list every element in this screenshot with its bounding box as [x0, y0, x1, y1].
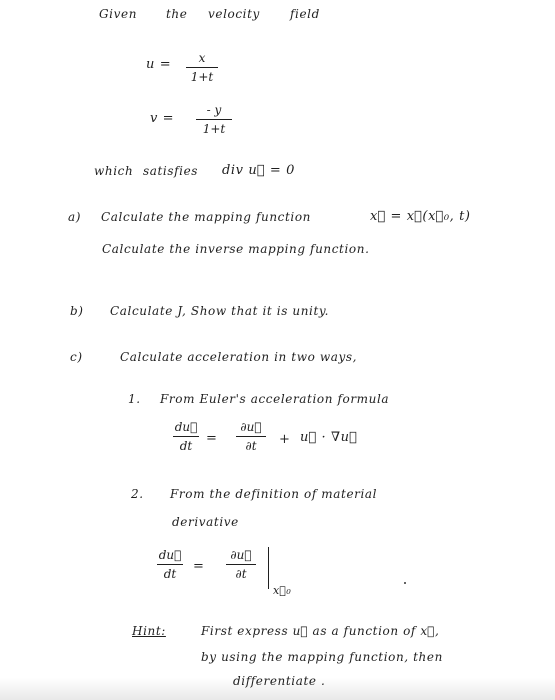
part-a-line2: Calculate the inverse mapping function. [102, 242, 370, 256]
evaluation-subscript: x⃗₀ [273, 584, 292, 597]
euler-convective-term: u⃗ · ∇u⃗ [300, 430, 358, 445]
material-rhs-denominator: ∂t [235, 567, 247, 581]
part-a-line1: Calculate the mapping function [101, 210, 312, 224]
item1-text: From Euler's acceleration formula [160, 392, 390, 406]
fraction-bar [236, 436, 266, 437]
part-c-label: c) [70, 350, 83, 364]
euler-rhs-denominator: ∂t [245, 439, 257, 453]
word-the: the [166, 7, 188, 21]
hint-line3: differentiate . [233, 674, 326, 688]
eq-u-fraction [186, 52, 218, 83]
eq-u-numerator: x [198, 51, 206, 65]
euler-equals: = [206, 431, 218, 446]
fraction-bar [157, 564, 183, 565]
part-b-text: Calculate J, Show that it is unity. [110, 304, 330, 318]
part-b-label: b) [70, 304, 84, 318]
euler-rhs-numerator: ∂u⃗ [240, 420, 262, 434]
stray-mark [404, 582, 406, 584]
eq-u-lhs: u = [146, 57, 172, 72]
material-lhs-denominator: dt [163, 567, 177, 581]
word-field: field [290, 7, 320, 21]
div-expression: div u⃗ = 0 [222, 163, 295, 178]
word-given: Given [99, 7, 138, 21]
hint-line2: by using the mapping function, then [201, 650, 443, 664]
material-equals: = [193, 559, 205, 574]
material-rhs-fraction [226, 549, 256, 580]
word-which: which [94, 164, 134, 178]
item2-number: 2. [131, 487, 144, 501]
fraction-bar [226, 564, 256, 565]
eq-u-denominator: 1+t [190, 70, 214, 84]
mapping-expression: x⃗ = x⃗(x⃗₀, t) [370, 209, 471, 224]
part-a-label: a) [68, 210, 82, 224]
hint-line1: First express u⃗ as a function of x⃗, [201, 624, 440, 638]
eq-v-denominator: 1+t [202, 122, 226, 136]
euler-rhs-fraction [236, 421, 266, 452]
material-lhs-fraction [157, 549, 183, 580]
word-satisfies: satisfies [143, 164, 199, 178]
euler-lhs-fraction [173, 421, 199, 452]
euler-lhs-numerator: du⃗ [174, 420, 198, 434]
euler-lhs-denominator: dt [179, 439, 193, 453]
fraction-bar [196, 119, 232, 120]
fraction-bar [186, 67, 218, 68]
evaluation-bar [268, 547, 269, 589]
eq-v-lhs: v = [150, 111, 175, 126]
eq-v-fraction [196, 104, 232, 135]
eq-v-numerator: - y [206, 103, 222, 117]
item2-text: From the definition of material [170, 487, 378, 501]
euler-plus: + [279, 432, 291, 447]
part-c-text: Calculate acceleration in two ways, [120, 350, 357, 364]
hint-label: Hint: [132, 624, 166, 638]
item2-text-continued: derivative [172, 515, 239, 529]
item1-number: 1. [128, 392, 141, 406]
material-lhs-numerator: du⃗ [158, 548, 182, 562]
fraction-bar [173, 436, 199, 437]
word-velocity: velocity [208, 7, 260, 21]
material-rhs-numerator: ∂u⃗ [230, 548, 252, 562]
